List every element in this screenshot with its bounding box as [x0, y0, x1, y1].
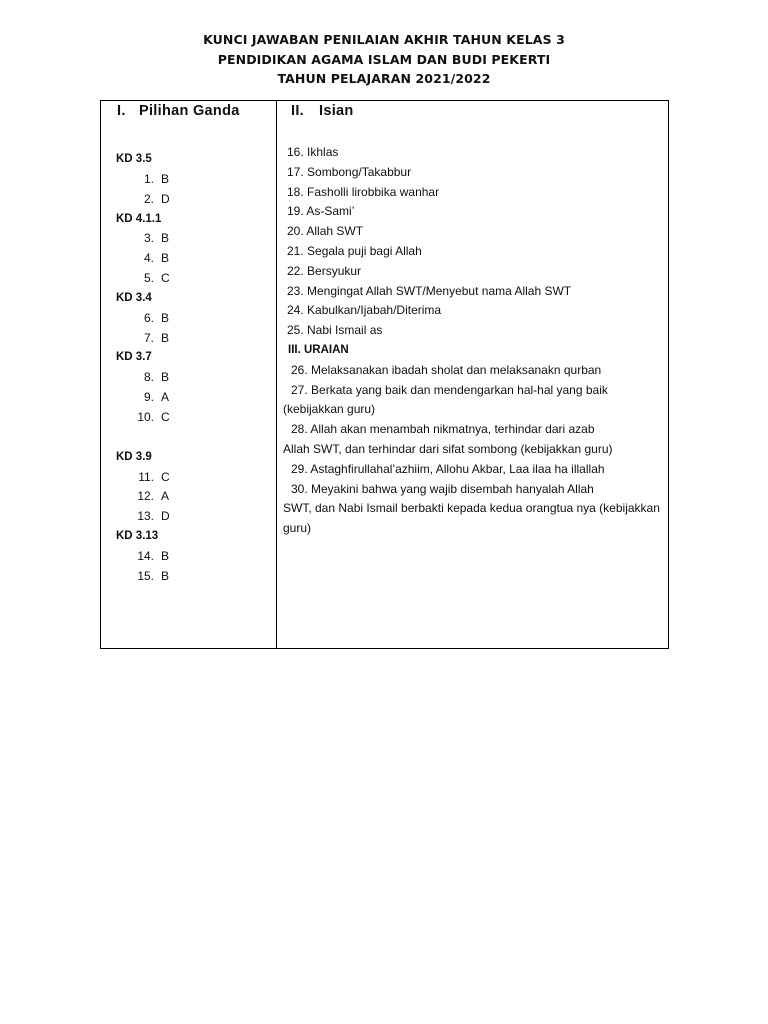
uraian-item-text: 26. Melaksanakan ibadah sholat dan melaksanakn qurban — [291, 362, 602, 377]
answer-number: 10. — [137, 409, 154, 424]
isian-item: 20. Allah SWT — [287, 224, 364, 239]
isian-item: 16. Ikhlas — [287, 145, 339, 159]
answer-choice: D — [161, 191, 170, 206]
answer-number: 15. — [137, 568, 154, 583]
isian-item: 17. Sombong/Takabbur — [287, 164, 412, 179]
pilihan-ganda-title — [117, 103, 240, 119]
uraian-item — [283, 420, 668, 460]
isian-item: 23. Mengingat Allah SWT/Menyebut nama Allah SWT — [287, 283, 572, 298]
answer-choice: B — [161, 370, 170, 385]
uraian-item-continuation: Allah SWT, dan terhindar dari sifat sombong (kebijakkan guru) — [283, 441, 613, 456]
answer-row — [101, 170, 276, 190]
column-divider — [276, 101, 277, 648]
isian-item: 19. As-Sami’ — [287, 204, 355, 219]
uraian-item-text: 27. Berkata yang baik dan mendengarkan hal-hal yang baik — [291, 382, 608, 397]
answer-choice: C — [161, 469, 170, 484]
answer-row — [101, 388, 276, 408]
answer-row — [101, 547, 276, 567]
answer-choice: B — [161, 251, 170, 266]
uraian-list — [283, 361, 668, 539]
uraian-item — [283, 381, 668, 421]
answer-choice: B — [161, 548, 170, 563]
uraian-item-text: 28. Allah akan menambah nikmatnya, terhindar dari azab — [291, 422, 595, 437]
header-title: KUNCI JAWABAN PENILAIAN AKHIR TAHUN KELAS 3 — [203, 32, 565, 47]
kd-label: KD 3.4 — [116, 291, 152, 304]
answer-number: 11. — [138, 469, 154, 484]
pilihan-ganda-list — [101, 150, 276, 587]
answer-number: 1. — [143, 171, 154, 186]
answer-number: 13. — [137, 509, 154, 524]
uraian-item — [283, 480, 668, 539]
answer-choice: B — [161, 568, 170, 583]
answer-choice: D — [161, 509, 170, 524]
answer-choice: A — [161, 489, 170, 504]
uraian-item — [283, 460, 668, 480]
document-header — [0, 30, 768, 89]
uraian-item — [283, 361, 668, 381]
isian-item: 21. Segala puji bagi Allah — [287, 243, 422, 258]
answer-row — [101, 408, 276, 428]
answer-choice: B — [161, 310, 170, 325]
answer-key-table — [100, 100, 669, 649]
answer-row — [101, 468, 276, 488]
isian-item: 22. Bersyukur — [287, 263, 362, 278]
uraian-item-text: 29. Astaghfirullahal’azhiim, Allohu Akbar, Laa ilaa ha illallah — [291, 461, 605, 476]
answer-row — [101, 229, 276, 249]
answer-choice: C — [161, 271, 170, 286]
answer-number: 5. — [143, 271, 154, 286]
answer-choice: A — [161, 390, 170, 405]
section-number: I. — [117, 103, 126, 119]
answer-choice: C — [161, 409, 170, 424]
answer-row — [101, 368, 276, 388]
answer-number: 2. — [143, 191, 154, 206]
answer-number: 8. — [143, 370, 154, 385]
answer-choice: B — [161, 171, 170, 186]
uraian-item-continuation: SWT, dan Nabi Ismail berbakti kepada kedua orangtua nya (kebijakkan guru) — [283, 501, 660, 536]
answer-row — [101, 269, 276, 289]
kd-label: KD 4.1.1 — [116, 212, 162, 225]
isian-item: 18. Fasholli lirobbika wanhar — [287, 184, 440, 199]
uraian-title: III. URAIAN — [288, 343, 349, 356]
section-title: Pilihan Ganda — [139, 103, 240, 119]
answer-row — [101, 329, 276, 349]
section-title: Isian — [319, 103, 354, 119]
uraian-item-text: 30. Meyakini bahwa yang wajib disembah hanyalah Allah — [291, 481, 594, 496]
answer-number: 4. — [143, 251, 154, 266]
answer-number: 3. — [143, 231, 154, 246]
isian-item: 24. Kabulkan/Ijabah/Diterima — [287, 303, 442, 318]
answer-row — [101, 249, 276, 269]
kd-label: KD 3.7 — [116, 351, 152, 364]
spacer — [101, 428, 276, 448]
answer-number: 6. — [143, 310, 154, 325]
answer-row — [101, 309, 276, 329]
answer-number: 12. — [137, 489, 154, 504]
uraian-item-continuation: (kebijakkan guru) — [283, 402, 376, 417]
kd-label: KD 3.13 — [116, 530, 159, 543]
isian-uraian-column — [283, 143, 668, 539]
answer-row — [101, 190, 276, 210]
answer-choice: B — [161, 330, 170, 345]
isian-item: 25. Nabi Ismail as — [287, 323, 383, 338]
kd-label: KD 3.9 — [116, 450, 152, 463]
isian-title — [291, 103, 354, 119]
isian-list — [283, 143, 668, 341]
header-year: TAHUN PELAJARAN 2021/2022 — [277, 71, 491, 86]
answer-choice: B — [161, 231, 170, 246]
header-subject: PENDIDIKAN AGAMA ISLAM DAN BUDI PEKERTI — [217, 51, 551, 67]
answer-number: 14. — [137, 548, 154, 563]
answer-number: 9. — [143, 390, 154, 405]
kd-label: KD 3.5 — [116, 153, 152, 165]
answer-number: 7. — [143, 330, 154, 345]
section-number: II. — [291, 103, 304, 119]
answer-row — [101, 487, 276, 507]
answer-row — [101, 567, 276, 587]
answer-row — [101, 507, 276, 527]
